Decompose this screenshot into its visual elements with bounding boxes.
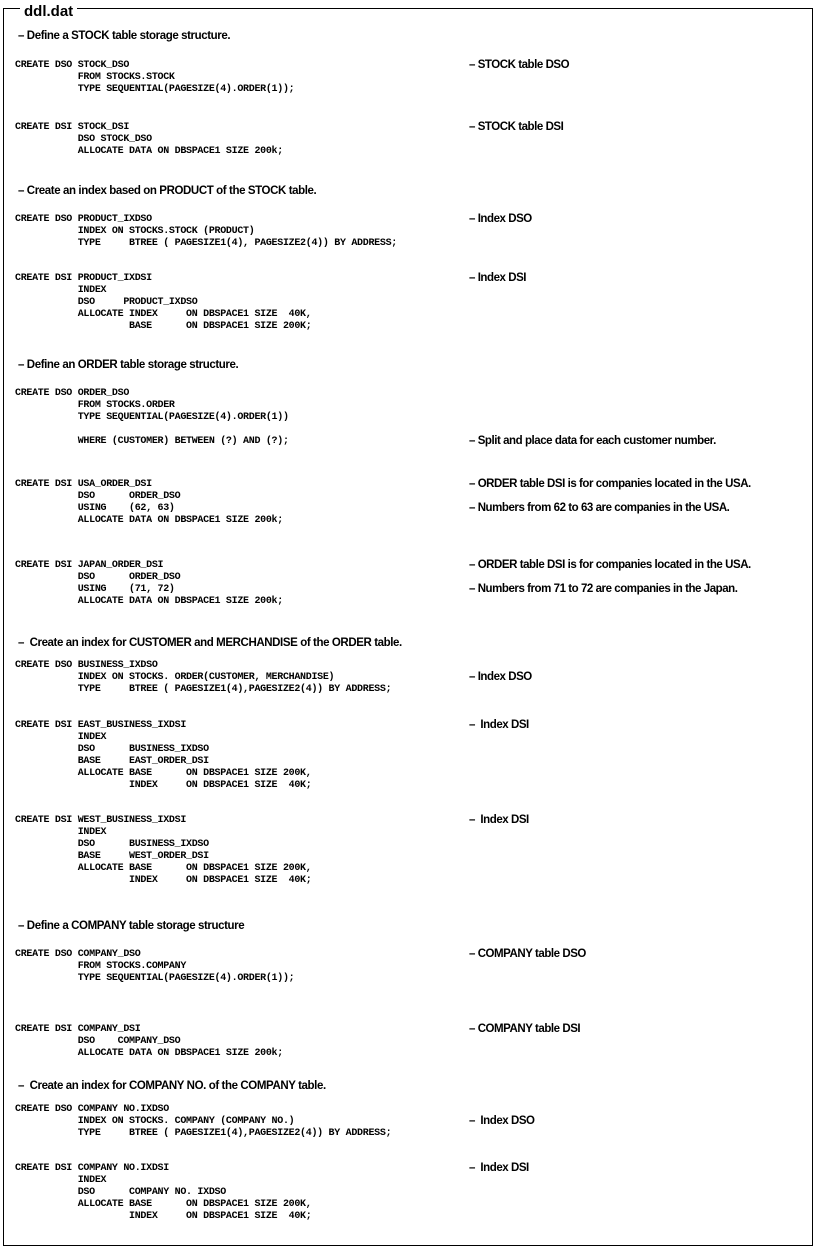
code-line: TYPE SEQUENTIAL(PAGESIZE(4).ORDER(1)); [15,84,295,95]
code-line: CREATE DSI WEST_BUSINESS_IXDSI [15,815,187,826]
code-comment: – Index DSO [469,671,532,683]
code-line: BASE ON DBSPACE1 SIZE 200K; [15,321,312,332]
code-line: INDEX [15,732,107,743]
code-line: CREATE DSO COMPANY_DSO [15,949,141,960]
code-comment: – STOCK table DSO [469,59,570,71]
code-line: INDEX ON STOCKS.STOCK (PRODUCT) [15,226,255,237]
code-line: CREATE DSI STOCK_DSI [15,122,130,133]
code-comment: – COMPANY table DSO [469,948,586,960]
section-heading: – Define a COMPANY table storage structure [18,920,245,932]
code-comment: – Numbers from 62 to 63 are companies in the USA. [469,502,730,514]
section-heading: – Create an index based on PRODUCT of the STOCK table. [18,185,317,197]
code-line: DSO PRODUCT_IXDSO [15,297,198,308]
code-line: BASE WEST_ORDER_DSI [15,851,209,862]
code-line: FROM STOCKS.ORDER [15,400,175,411]
code-line: BASE EAST_ORDER_DSI [15,756,209,767]
code-line: CREATE DSI COMPANY NO.IXDSI [15,1163,169,1174]
code-line: CREATE DSO PRODUCT_IXDSO [15,214,152,225]
code-comment: – Numbers from 71 to 72 are companies in the Japan. [469,583,738,595]
code-line: CREATE DSI COMPANY_DSI [15,1024,141,1035]
code-line: CREATE DSO BUSINESS_IXDSO [15,660,158,671]
code-line: INDEX ON STOCKS. COMPANY (COMPANY NO.) [15,1116,295,1127]
code-line: ALLOCATE DATA ON DBSPACE1 SIZE 200k; [15,1048,283,1059]
code-line: USING (71, 72) [15,584,175,595]
code-line: TYPE BTREE ( PAGESIZE1(4),PAGESIZE2(4)) BY ADDRESS; [15,684,392,695]
code-line: FROM STOCKS.STOCK [15,72,175,83]
code-line: INDEX ON STOCKS. ORDER(CUSTOMER, MERCHANDISE) [15,672,335,683]
code-line: INDEX [15,285,107,296]
code-line: CREATE DSO STOCK_DSO [15,60,130,71]
code-line: ALLOCATE BASE ON DBSPACE1 SIZE 200K, [15,1199,312,1210]
document-frame [3,3,813,1246]
section-heading: – Create an index for CUSTOMER and MERCHANDISE of the ORDER table. [18,637,402,649]
section-heading: – Define an ORDER table storage structure. [18,359,239,371]
section-heading: – Create an index for COMPANY NO. of the COMPANY table. [18,1080,326,1092]
code-comment: – Index DSO [469,1115,535,1127]
code-line: TYPE SEQUENTIAL(PAGESIZE(4).ORDER(1)) [15,412,289,423]
code-line: DSO STOCK_DSO [15,134,152,145]
code-line: INDEX [15,1175,107,1186]
code-comment: – Index DSI [469,272,527,284]
code-comment: – Split and place data for each customer number. [469,435,716,447]
code-line: TYPE BTREE ( PAGESIZE1(4), PAGESIZE2(4)) BY ADDRESS; [15,238,397,249]
code-line: INDEX [15,827,107,838]
code-line: INDEX ON DBSPACE1 SIZE 40K; [15,780,312,791]
code-line: CREATE DSI PRODUCT_IXDSI [15,273,152,284]
code-line: USING (62, 63) [15,503,175,514]
code-line: WHERE (CUSTOMER) BETWEEN (?) AND (?); [15,436,289,447]
code-line: DSO ORDER_DSO [15,572,181,583]
code-line: FROM STOCKS.COMPANY [15,961,187,972]
code-line: TYPE SEQUENTIAL(PAGESIZE(4).ORDER(1)); [15,973,295,984]
code-line: CREATE DSO ORDER_DSO [15,388,130,399]
code-line: TYPE BTREE ( PAGESIZE1(4),PAGESIZE2(4)) BY ADDRESS; [15,1128,392,1139]
code-comment: – ORDER table DSI is for companies located in the USA. [469,478,751,490]
code-line: INDEX ON DBSPACE1 SIZE 40K; [15,1211,312,1222]
code-line: CREATE DSO COMPANY NO.IXDSO [15,1104,169,1115]
code-comment: – Index DSI [469,814,529,826]
code-line: INDEX ON DBSPACE1 SIZE 40K; [15,875,312,886]
code-comment: – Index DSI [469,1162,529,1174]
code-line: CREATE DSI EAST_BUSINESS_IXDSI [15,720,187,731]
code-comment: – COMPANY table DSI [469,1023,581,1035]
code-line: ALLOCATE DATA ON DBSPACE1 SIZE 200k; [15,596,283,607]
document-title: ddl.dat [20,4,77,20]
code-line: CREATE DSI JAPAN_ORDER_DSI [15,560,164,571]
code-line: CREATE DSI USA_ORDER_DSI [15,479,152,490]
code-line: ALLOCATE DATA ON DBSPACE1 SIZE 200k; [15,515,283,526]
code-line: DSO BUSINESS_IXDSO [15,744,209,755]
code-line: ALLOCATE DATA ON DBSPACE1 SIZE 200k; [15,146,283,157]
code-line: ALLOCATE BASE ON DBSPACE1 SIZE 200K, [15,768,312,779]
section-heading: – Define a STOCK table storage structure. [18,30,231,42]
code-line: ALLOCATE BASE ON DBSPACE1 SIZE 200K, [15,863,312,874]
code-line: DSO ORDER_DSO [15,491,181,502]
code-comment: – Index DSI [469,719,529,731]
code-comment: – Index DSO [469,213,532,225]
code-line: DSO BUSINESS_IXDSO [15,839,209,850]
code-line: ALLOCATE INDEX ON DBSPACE1 SIZE 40K, [15,309,312,320]
code-line: DSO COMPANY_DSO [15,1036,181,1047]
code-line: DSO COMPANY NO. IXDSO [15,1187,226,1198]
code-comment: – STOCK table DSI [469,121,564,133]
code-comment: – ORDER table DSI is for companies located in the USA. [469,559,751,571]
